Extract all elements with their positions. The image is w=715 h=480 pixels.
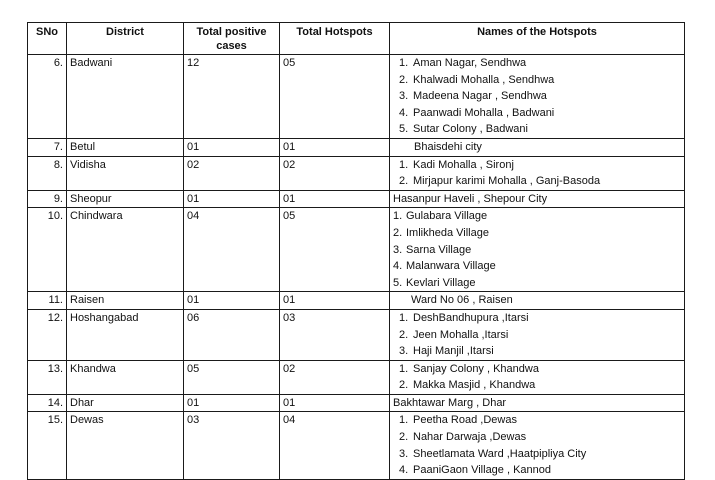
cell-hotspots: 01 (280, 138, 390, 156)
cell-hotspot-names (390, 190, 685, 208)
cell-cases: 03 (184, 412, 280, 479)
hotspot-number: 4. (399, 106, 409, 119)
cell-district: Betul (67, 138, 184, 156)
hotspot-item (399, 88, 681, 105)
hotspot-item (399, 157, 681, 174)
cell-cases: 01 (184, 292, 280, 310)
cell-hotspot-names (390, 309, 685, 360)
cell-district: Hoshangabad (67, 309, 184, 360)
cell-hotspot-names (390, 360, 685, 394)
hotspot-number: 3. (399, 447, 409, 460)
hotspot-name: Sutar Colony , Badwani (413, 123, 528, 136)
hotspot-number: 2. (399, 379, 409, 392)
header-total-hotspots: Total Hotspots (280, 23, 390, 55)
hotspot-item (399, 377, 681, 394)
hotspot-number: 4. (399, 464, 409, 477)
hotspot-name: Sarna Village (406, 243, 472, 256)
cell-hotspots: 02 (280, 156, 390, 190)
hotspot-list (393, 55, 681, 138)
hotspot-number: 3. (393, 243, 403, 256)
cell-district: Khandwa (67, 360, 184, 394)
cell-sno: 15. (28, 412, 67, 479)
hotspot-name: Gulabara Village (406, 210, 488, 223)
hotspot-name: Hasanpur Haveli , Shepour City (393, 192, 548, 205)
cell-hotspots: 03 (280, 309, 390, 360)
hotspot-number: 4. (393, 260, 403, 273)
hotspot-list (393, 412, 681, 478)
cell-sno: 9. (28, 190, 67, 208)
hotspot-item (399, 173, 681, 190)
hotspot-item (399, 446, 681, 463)
hotspot-item (393, 208, 681, 225)
cell-hotspot-names (390, 208, 685, 292)
hotspot-list (393, 361, 681, 394)
hotspot-number: 5. (393, 276, 403, 289)
hotspot-name: Haji Manjil ,Itarsi (413, 345, 494, 358)
cell-cases: 02 (184, 156, 280, 190)
header-row (28, 23, 685, 55)
hotspot-name: DeshBandhupura ,Itarsi (413, 311, 529, 324)
hotspot-item (399, 343, 681, 360)
hotspot-item (399, 55, 681, 72)
cell-hotspot-names (390, 412, 685, 479)
cell-hotspots: 04 (280, 412, 390, 479)
table-row (28, 394, 685, 412)
cell-sno: 8. (28, 156, 67, 190)
hotspot-number: 3. (399, 90, 409, 103)
cell-district: Sheopur (67, 190, 184, 208)
cell-cases: 01 (184, 138, 280, 156)
cell-hotspot-names (390, 138, 685, 156)
cell-cases: 12 (184, 55, 280, 139)
hotspot-name: Sheetlamata Ward ,Haatpipliya City (413, 447, 587, 460)
table-row (28, 292, 685, 310)
hotspot-name: Bhaisdehi city (414, 140, 482, 153)
table-row (28, 412, 685, 479)
hotspot-item (399, 105, 681, 122)
table-row (28, 208, 685, 292)
hotspot-list (393, 310, 681, 360)
hotspot-name: Madeena Nagar , Sendhwa (413, 90, 547, 103)
cell-district: Badwani (67, 55, 184, 139)
hotspot-number: 1. (399, 158, 409, 171)
header-names-of-hotspots: Names of the Hotspots (390, 23, 685, 55)
hotspot-name: Khalwadi Mohalla , Sendhwa (413, 73, 555, 86)
hotspot-number: 5. (399, 123, 409, 136)
hotspot-number: 2. (399, 73, 409, 86)
hotspot-name: Kadi Mohalla , Sironj (413, 158, 514, 171)
hotspot-item (399, 429, 681, 446)
table-row (28, 309, 685, 360)
cell-cases: 05 (184, 360, 280, 394)
cell-hotspot-names (390, 394, 685, 412)
table-body (28, 55, 685, 480)
hotspot-name: Kevlari Village (406, 276, 476, 289)
cell-district: Raisen (67, 292, 184, 310)
cell-hotspots: 05 (280, 55, 390, 139)
hotspot-item (399, 412, 681, 429)
hotspot-item (393, 242, 681, 259)
hotspot-item (399, 327, 681, 344)
header-total-positive-cases: Total positive cases (184, 23, 280, 55)
table-row (28, 156, 685, 190)
hotspot-number: 1. (399, 414, 409, 427)
hotspot-name: Mirjapur karimi Mohalla , Ganj-Basoda (413, 175, 601, 188)
cell-hotspots: 05 (280, 208, 390, 292)
hotspot-name: Aman Nagar, Sendhwa (413, 57, 527, 69)
hotspot-name: PaaniGaon Village , Kannod (413, 464, 552, 477)
hotspot-number: 1. (399, 362, 409, 375)
cell-hotspot-names (390, 156, 685, 190)
cell-cases: 04 (184, 208, 280, 292)
hotspot-name: Sanjay Colony , Khandwa (413, 362, 539, 375)
hotspot-number: 1. (399, 311, 409, 324)
hotspot-name: Imlikheda Village (406, 226, 489, 239)
cell-hotspots: 01 (280, 292, 390, 310)
hotspot-number: 1. (399, 57, 409, 69)
hotspot-name: Paanwadi Mohalla , Badwani (413, 106, 555, 119)
hotspot-name: Bakhtawar Marg , Dhar (393, 396, 507, 409)
cell-district: Dhar (67, 394, 184, 412)
hotspot-number: 1. (393, 210, 403, 223)
cell-cases: 01 (184, 394, 280, 412)
hotspot-number: 2. (399, 328, 409, 341)
cell-district: Chindwara (67, 208, 184, 292)
hotspot-number: 3. (399, 345, 409, 358)
cell-cases: 01 (184, 190, 280, 208)
cell-sno: 10. (28, 208, 67, 292)
table-row (28, 55, 685, 139)
hotspot-item (399, 72, 681, 89)
hotspot-item (393, 258, 681, 275)
cell-hotspot-names (390, 292, 685, 310)
hotspot-item (393, 225, 681, 242)
hotspot-name: Makka Masjid , Khandwa (413, 379, 536, 392)
header-sno: SNo (28, 23, 67, 55)
hotspot-name: Malanwara Village (406, 260, 496, 273)
cell-sno: 6. (28, 55, 67, 139)
hotspot-list (393, 208, 681, 291)
cell-sno: 11. (28, 292, 67, 310)
hotspot-item (399, 361, 681, 378)
hotspot-item (399, 462, 681, 479)
hotspot-number: 2. (399, 175, 409, 188)
cell-sno: 12. (28, 309, 67, 360)
cell-sno: 14. (28, 394, 67, 412)
cell-hotspots: 01 (280, 394, 390, 412)
hotspot-name: Ward No 06 , Raisen (411, 294, 513, 307)
cell-hotspots: 02 (280, 360, 390, 394)
hotspot-item (399, 121, 681, 138)
cell-sno: 13. (28, 360, 67, 394)
cell-cases: 06 (184, 309, 280, 360)
hotspot-item (393, 275, 681, 292)
cell-sno: 7. (28, 138, 67, 156)
table-row (28, 360, 685, 394)
hotspot-number: 2. (393, 226, 403, 239)
hotspot-name: Jeen Mohalla ,Itarsi (413, 328, 509, 341)
hotspots-table (27, 22, 685, 480)
table-row (28, 138, 685, 156)
cell-hotspot-names (390, 55, 685, 139)
hotspot-list (393, 157, 681, 190)
cell-district: Dewas (67, 412, 184, 479)
cell-hotspots: 01 (280, 190, 390, 208)
cell-district: Vidisha (67, 156, 184, 190)
hotspot-number: 2. (399, 431, 409, 444)
hotspot-name: Nahar Darwaja ,Dewas (413, 431, 527, 444)
header-district: District (67, 23, 184, 55)
table-row (28, 190, 685, 208)
hotspot-name: Peetha Road ,Dewas (413, 414, 517, 427)
hotspot-item (399, 310, 681, 327)
